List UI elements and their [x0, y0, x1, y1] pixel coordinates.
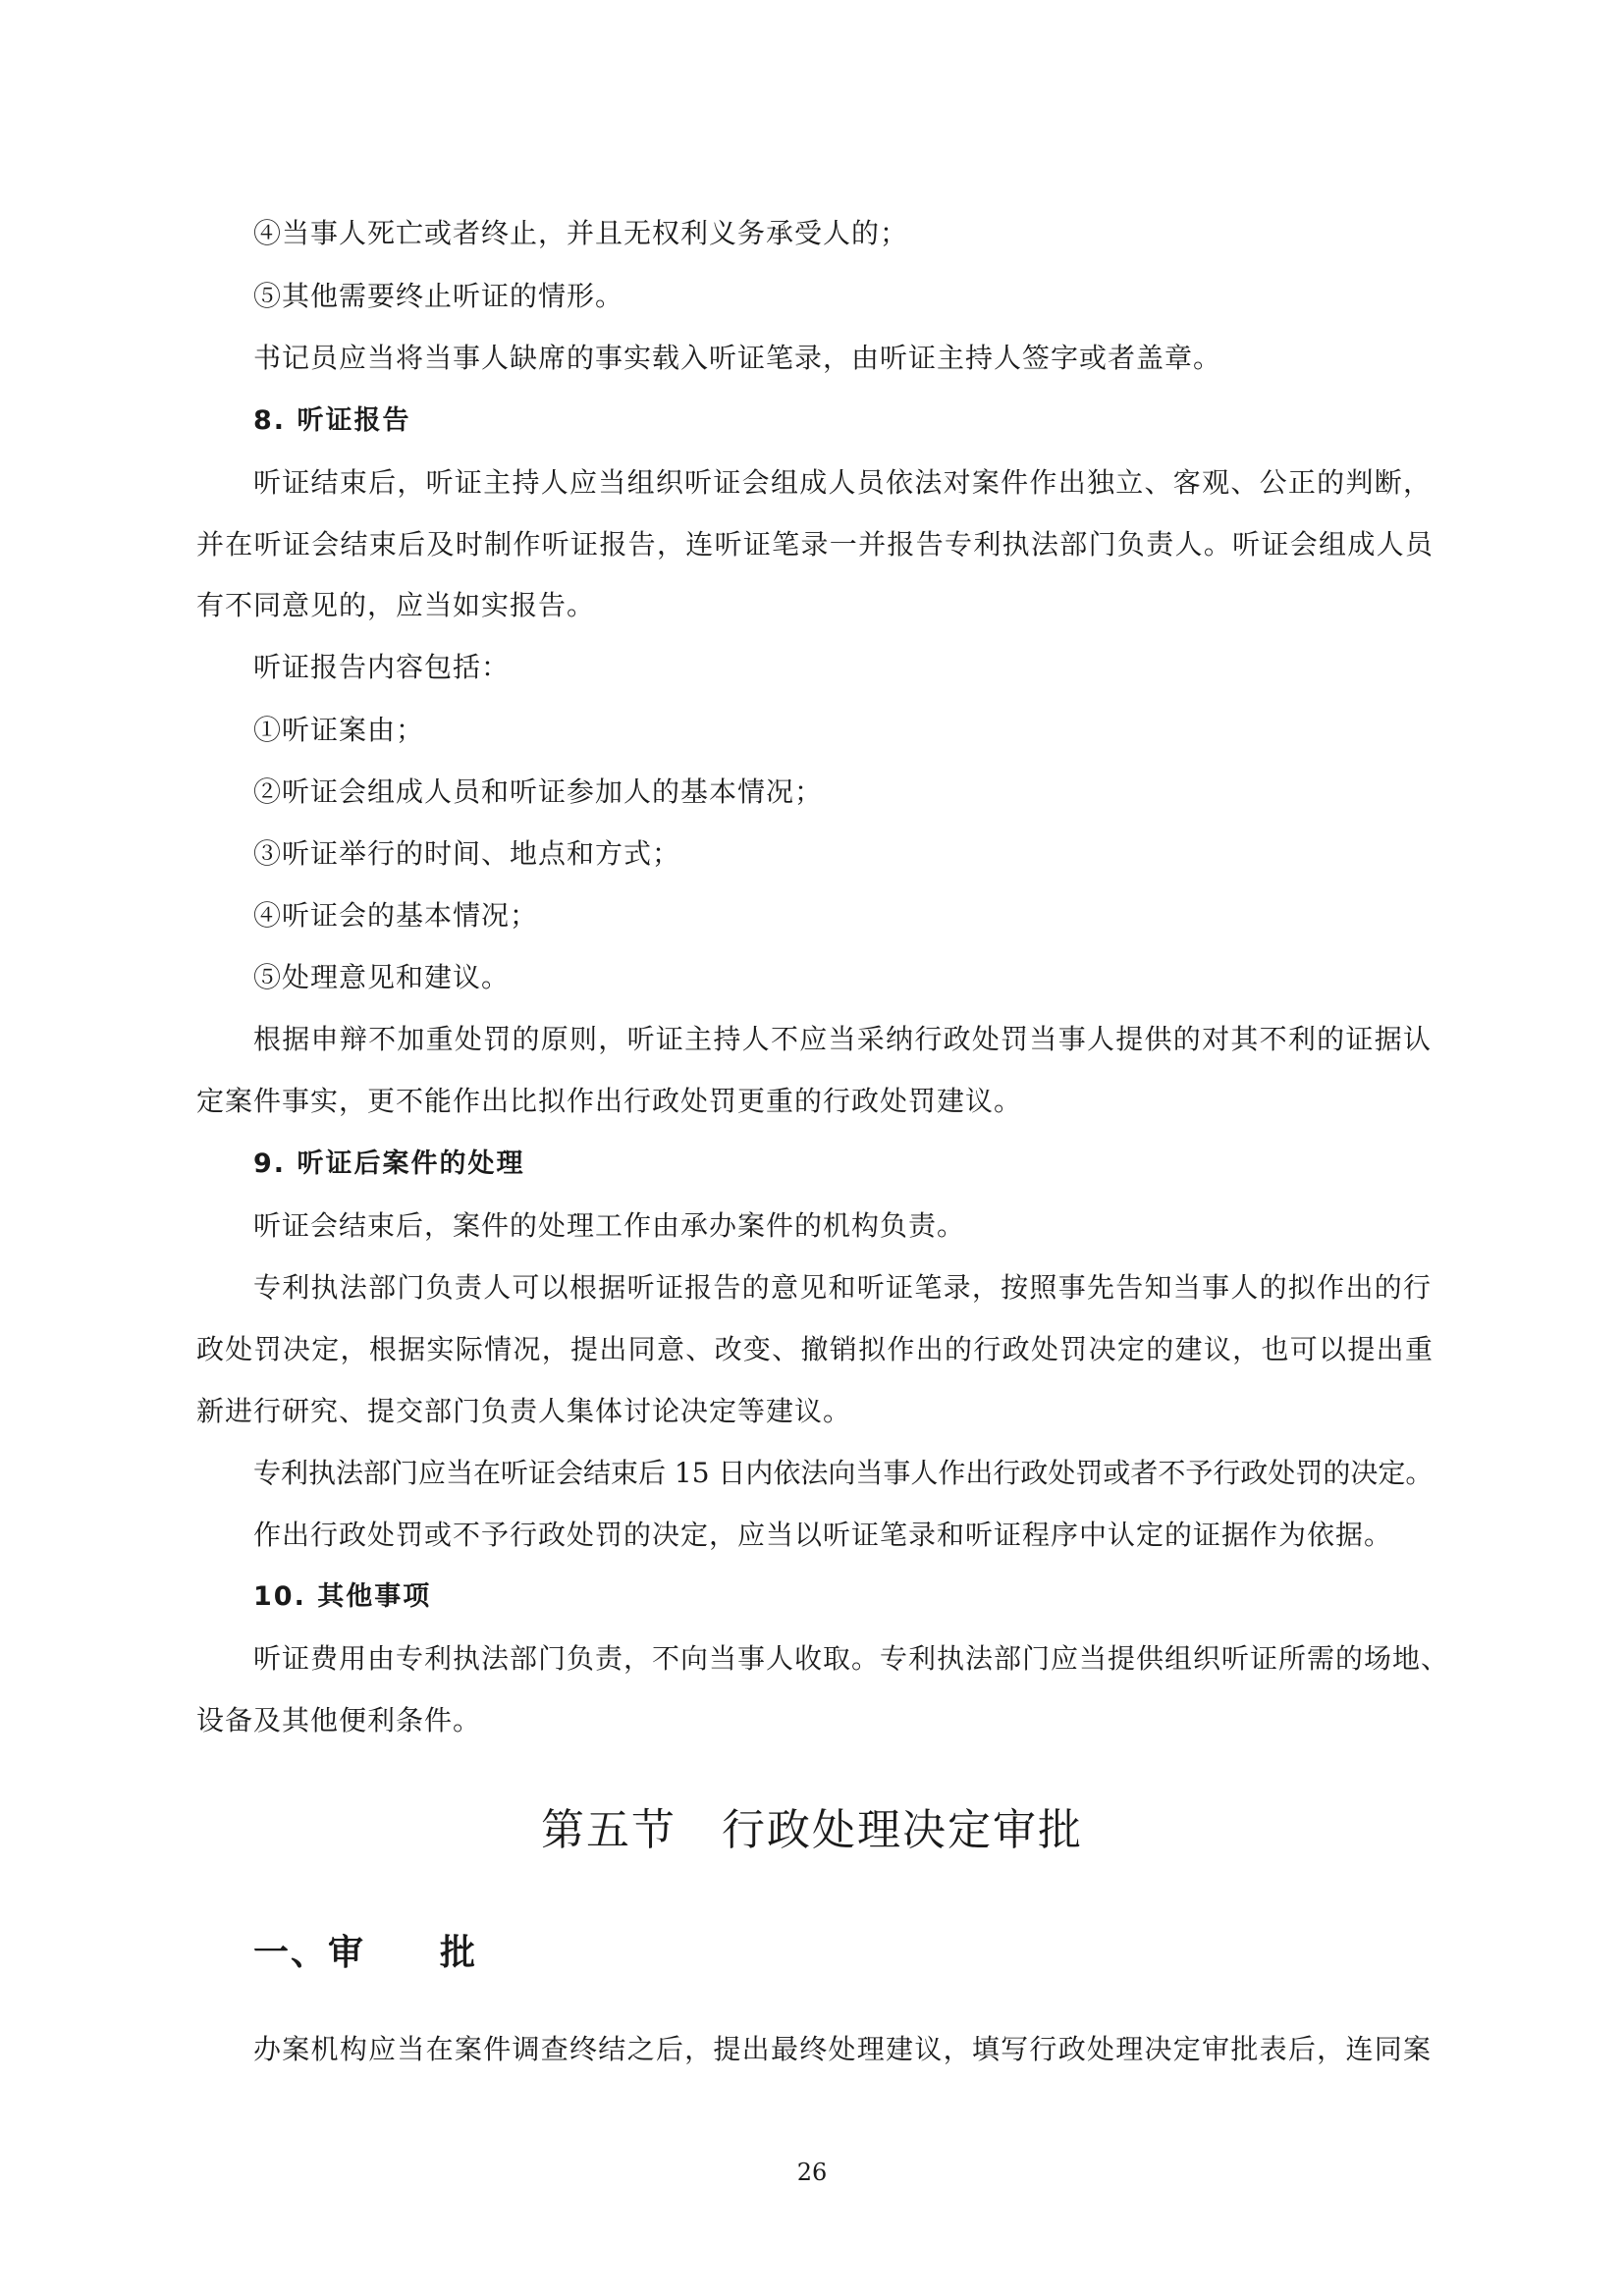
paragraph-line: 设备及其他便利条件。 — [196, 1704, 482, 1736]
list-item: ①听证案由； — [253, 714, 425, 746]
paragraph-line: 听证费用由专利执法部门负责，不向当事人收取。专利执法部门应当提供组织听证所需的场地、 — [253, 1642, 1450, 1675]
list-item: ②听证会组成人员和听证参加人的基本情况； — [253, 775, 824, 808]
heading-other-matters: 10. 其他事项 — [253, 1581, 432, 1612]
paragraph: 书记员应当将当事人缺席的事实载入听证笔录，由听证主持人签字或者盖章。 — [253, 342, 1222, 374]
list-item: ⑤其他需要终止听证的情形。 — [253, 280, 624, 312]
list-item: ④听证会的基本情况； — [253, 899, 539, 932]
paragraph-line: 根据申辩不加重处罚的原则，听证主持人不应当采纳行政处罚当事人提供的对其不利的证据认 — [253, 1023, 1432, 1055]
page-number: 26 — [796, 2159, 828, 2186]
paragraph-line: 有不同意见的，应当如实报告。 — [196, 589, 596, 621]
subsection-title: 一、审 批 — [253, 1933, 478, 1973]
paragraph-line: 听证结束后，听证主持人应当组织听证会组成人员依法对案件作出独立、客观、公正的判断， — [253, 466, 1432, 499]
heading-hearing-report: 8. 听证报告 — [253, 405, 411, 436]
paragraph-line: 专利执法部门负责人可以根据听证报告的意见和听证笔录，按照事先告知当事人的拟作出的行 — [253, 1271, 1432, 1304]
paragraph-line: 新进行研究、提交部门负责人集体讨论决定等建议。 — [196, 1395, 852, 1427]
heading-post-hearing: 9. 听证后案件的处理 — [253, 1148, 525, 1179]
paragraph: 听证会结束后，案件的处理工作由承办案件的机构负责。 — [253, 1209, 966, 1242]
section-title: 第五节 行政处理决定审批 — [541, 1805, 1083, 1855]
list-item: ④当事人死亡或者终止，并且无权利义务承受人的； — [253, 217, 909, 249]
paragraph: 听证报告内容包括： — [253, 651, 511, 683]
list-item: ⑤处理意见和建议。 — [253, 961, 511, 993]
paragraph-line: 定案件事实，更不能作出比拟作出行政处罚更重的行政处罚建议。 — [196, 1085, 1023, 1117]
paragraph: 专利执法部门应当在听证会结束后 15 日内依法向当事人作出行政处罚或者不予行政处罚的决定。 — [253, 1457, 1434, 1489]
paragraph-line: 政处罚决定，根据实际情况，提出同意、改变、撤销拟作出的行政处罚决定的建议，也可以提出重 — [196, 1333, 1434, 1365]
list-item: ③听证举行的时间、地点和方式； — [253, 837, 681, 870]
paragraph: 作出行政处罚或不予行政处罚的决定，应当以听证笔录和听证程序中认定的证据作为依据。 — [253, 1519, 1393, 1551]
paragraph-line: 办案机构应当在案件调查终结之后，提出最终处理建议，填写行政处理决定审批表后，连同案 — [253, 2033, 1432, 2065]
paragraph-line: 并在听证会结束后及时制作听证报告，连听证笔录一并报告专利执法部门负责人。听证会组成人员 — [196, 528, 1434, 561]
